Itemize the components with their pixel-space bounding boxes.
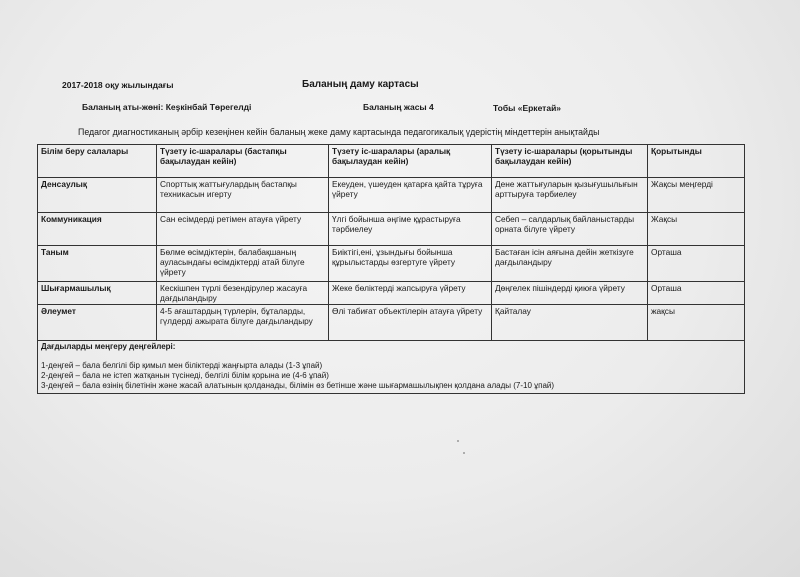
row-initial: Бөлме өсімдіктерін, балабақшаның ауласындағы өсімдіктерді атай білуге үйрету (157, 246, 329, 282)
row-result: Орташа (648, 246, 745, 282)
row-result: Жақсы меңгерді (648, 178, 745, 213)
table-row (38, 178, 745, 213)
header-mid: Түзету іс-шаралары (аралық бақылаудан кейін) (329, 145, 492, 178)
academic-year: 2017-2018 оқу жылындағы (62, 80, 174, 90)
row-mid: Биіктігі,ені, ұзындығы бойынша құрылыстарды өзгертуге үйрету (329, 246, 492, 282)
row-result: жақсы (648, 305, 745, 341)
child-group: Тобы «Еркетай» (493, 103, 562, 113)
row-result: Жақсы (648, 213, 745, 246)
development-table (37, 144, 745, 394)
table-row (38, 213, 745, 246)
skill-level-2: 2-деңгей – бала не істеп жатқанын түсінеді, белгілі білім қорына ие (4-6 ұпай) (41, 371, 329, 380)
row-final: Бастаған ісін аяғына дейін жеткізуге дағдыландыру (492, 246, 648, 282)
table-header-row (38, 145, 745, 178)
row-mid: Үлгі бойынша әңгіме құрастыруға тәрбиелеу (329, 213, 492, 246)
header-result: Қорытынды (648, 145, 745, 178)
row-result: Орташа (648, 282, 745, 305)
table-row (38, 305, 745, 341)
skill-levels (38, 341, 745, 394)
row-mid: Жеке бөліктерді жапсыруға үйрету (329, 282, 492, 305)
child-age: Баланың жасы 4 (363, 102, 434, 112)
document-title: Баланың даму картасы (302, 79, 419, 90)
child-name: Баланың аты-жөні: Кеşкінбай Төрегелді (82, 102, 252, 112)
row-final: Дөңгелек пішіндерді қиюға үйрету (492, 282, 648, 305)
table-footer-row (38, 341, 745, 394)
scan-speck (463, 452, 465, 454)
table-row (38, 282, 745, 305)
row-final: Себеп – салдарлық байланыстарды орната білуге үйрету (492, 213, 648, 246)
header-initial: Түзету іс-шаралары (бастапқы бақылаудан кейін) (157, 145, 329, 178)
row-area: Әлеумет (38, 305, 157, 341)
row-area: Коммуникация (38, 213, 157, 246)
row-mid: Екеуден, үшеуден қатарға қайта тұруға үйрету (329, 178, 492, 213)
row-area: Шығармашылық (38, 282, 157, 305)
table-row (38, 246, 745, 282)
skill-level-3: 3-деңгей – бала өзінің білетінін және жасай алатынын қолданады, білімін өз бетінше және шығармашылықпен қолдана алады (7-10 ұпай) (41, 381, 555, 390)
row-final: Қайталау (492, 305, 648, 341)
skill-levels-title: Дағдыларды меңгеру деңгейлері: (41, 342, 176, 351)
row-final: Дене жаттығуларын қызығушылығын арттыруға тәрбиелеу (492, 178, 648, 213)
row-initial: Сан есімдерді ретімен атауға үйрету (157, 213, 329, 246)
row-initial: Спорттық жаттығулардың бастапқы техникасын игерту (157, 178, 329, 213)
row-mid: Өлі табиғат объектілерін атауға үйрету (329, 305, 492, 341)
scan-speck (457, 440, 459, 442)
header-area: Білім беру салалары (38, 145, 157, 178)
spacer (41, 352, 741, 361)
skill-level-1: 1-деңгей – бала белгілі бір қимыл мен біліктерді жаңғырта алады (1-3 ұпай) (41, 361, 323, 370)
header-final: Түзету іс-шаралары (қорытынды бақылаудан кейін) (492, 145, 648, 178)
row-initial: 4-5 ағаштардың түрлерін, бұталарды, гүлдерді ажырата білуге дағдыландыру (157, 305, 329, 341)
row-area: Таным (38, 246, 157, 282)
row-area: Денсаулық (38, 178, 157, 213)
row-initial: Кескішпен түрлі безендірулер жасауға дағдыландыру (157, 282, 329, 305)
intro-text: Педагог диагностиканың әрбір кезеңінен кейін баланың жеке даму картасында педагогикалық үдерістің міндеттерін анықтайды (78, 127, 600, 137)
